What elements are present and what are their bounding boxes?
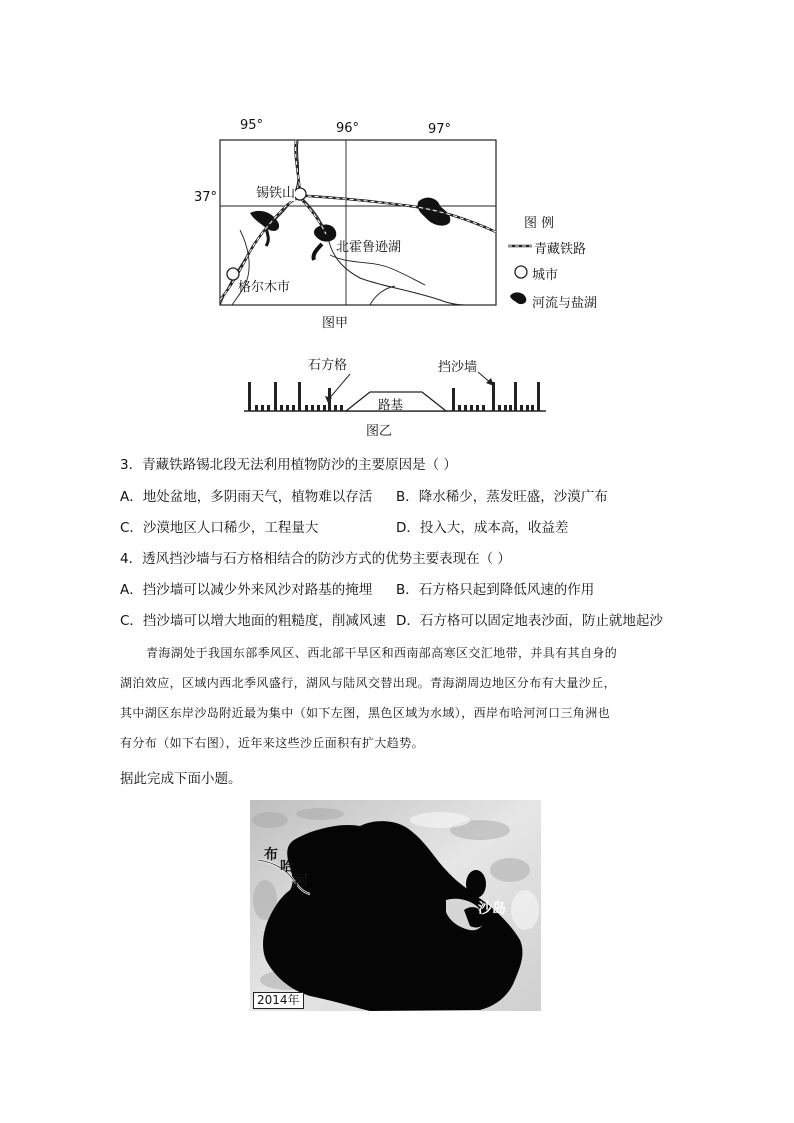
q3-option-b: B．降水稀少，蒸发旺盛，沙漠广布 bbox=[396, 489, 608, 505]
passage-follow: 据此完成下面小题。 bbox=[120, 771, 242, 787]
passage-line-3: 其中湖区东岸沙岛附近最为集中（如下左图，黑色区域为水域），西岸布哈河河口三角洲也 bbox=[120, 706, 611, 720]
passage-line-4: 有分布（如下右图），近年来这些沙丘面积有扩大趋势。 bbox=[120, 736, 425, 750]
river-char-2: 哈 bbox=[280, 859, 294, 875]
river-char-1: 布 bbox=[264, 847, 278, 863]
legend-river-lake: 河流与盐湖 bbox=[532, 296, 598, 311]
river-char-3: 河 bbox=[294, 873, 308, 889]
city-xitieshan-marker bbox=[294, 188, 306, 200]
passage-line-1: 青海湖处于我国东部季风区、西北部干旱区和西南部高寒区交汇地带，并具有其自身的 bbox=[146, 646, 618, 660]
place-geermu: 格尔木市 bbox=[238, 280, 291, 295]
figure-b-caption: 图乙 bbox=[366, 424, 393, 439]
q3-option-d: D．投入大，成本高，收益差 bbox=[396, 520, 569, 536]
figure-b-diagram bbox=[230, 348, 560, 438]
legend-city: 城市 bbox=[532, 268, 559, 283]
place-beihuolu: 北霍鲁逊湖 bbox=[336, 240, 402, 255]
legend-title: 图 例 bbox=[524, 216, 555, 231]
lat-label-37: 37° bbox=[194, 190, 218, 205]
figure-a bbox=[180, 110, 630, 340]
q4-stem: 4．透风挡沙墙与石方格相结合的防沙方式的优势主要表现在（ ） bbox=[120, 551, 511, 567]
year-badge: 2014年 bbox=[253, 992, 304, 1009]
lon-label-96: 96° bbox=[336, 121, 360, 136]
q3-stem: 3．青藏铁路锡北段无法利用植物防沙的主要原因是（ ） bbox=[120, 457, 457, 473]
passage bbox=[120, 638, 680, 758]
label-roadbed: 路基 bbox=[378, 397, 404, 412]
label-sand-wall: 挡沙墙 bbox=[438, 360, 478, 375]
lake-photo bbox=[250, 800, 541, 1011]
island-label: 沙岛 bbox=[478, 901, 506, 917]
lon-label-97: 97° bbox=[428, 122, 452, 137]
passage-line-2: 湖泊效应，区域内西北季风盛行，湖风与陆风交替出现。青海湖周边地区分布有大量沙丘， bbox=[120, 676, 617, 690]
q4-option-d: D．石方格可以固定地表沙面，防止就地起沙 bbox=[396, 613, 663, 629]
figure-a-caption: 图甲 bbox=[322, 316, 349, 331]
legend-railway: 青藏铁路 bbox=[534, 242, 587, 257]
figure-b bbox=[230, 348, 560, 438]
q3-option-c: C．沙漠地区人口稀少，工程量大 bbox=[120, 520, 319, 536]
q4-option-c: C．挡沙墙可以增大地面的粗糙度，削减风速 bbox=[120, 613, 386, 629]
lon-label-95: 95° bbox=[240, 118, 264, 133]
q4-option-b: B．石方格只起到降低风速的作用 bbox=[396, 582, 595, 598]
label-stone-grid: 石方格 bbox=[308, 358, 348, 373]
place-xitieshan: 锡铁山 bbox=[256, 182, 295, 201]
q4-option-a: A．挡沙墙可以减少外来风沙对路基的掩埋 bbox=[120, 582, 373, 598]
q3-option-a: A．地处盆地，多阴雨天气，植物难以存活 bbox=[120, 489, 373, 505]
